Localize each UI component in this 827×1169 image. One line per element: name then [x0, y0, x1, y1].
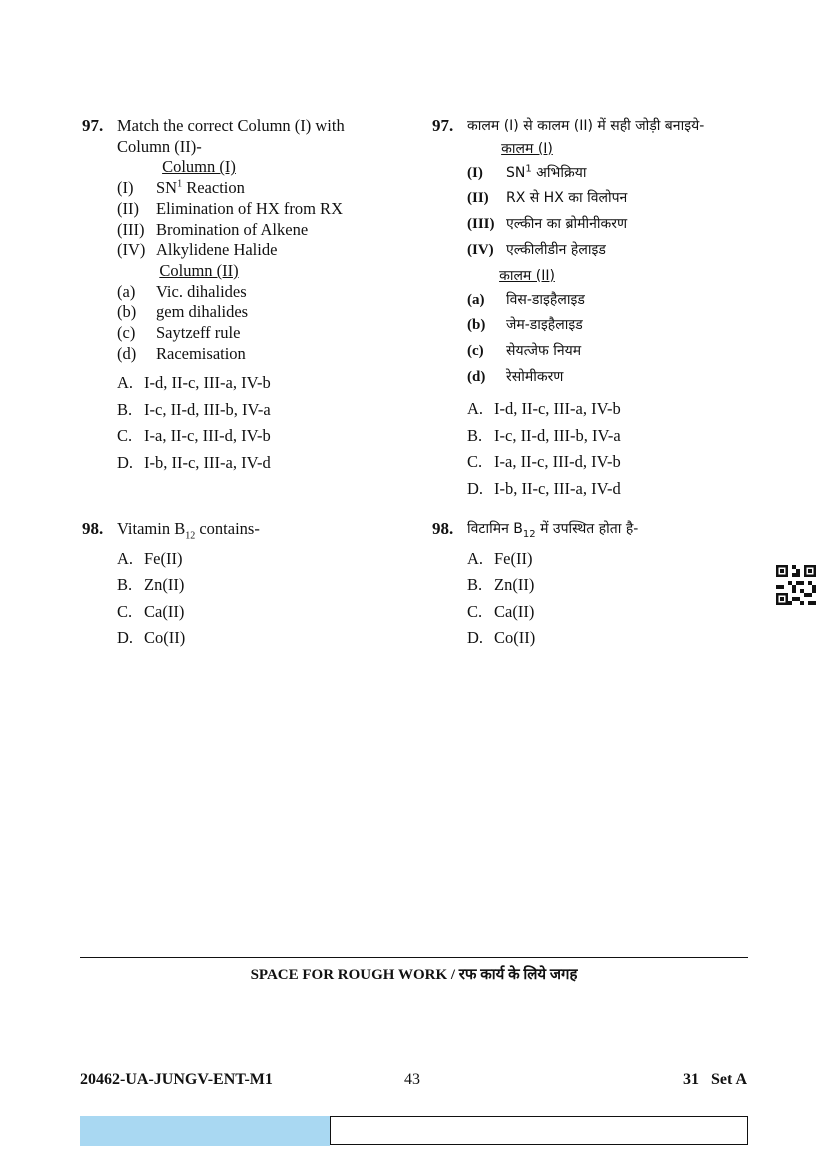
- option-a: A. I-d, II-c, III-a, IV-b: [117, 373, 271, 393]
- question-number: 97.: [82, 116, 104, 135]
- paper-code: 20462-UA-JUNGV-ENT-M1: [80, 1071, 273, 1088]
- question-stem: Vitamin $B_{12}$ contains-: [117, 519, 260, 542]
- option-a: A. Fe(II): [467, 548, 533, 568]
- option-d: D. I-b, II-c, III-a, IV-d: [117, 452, 271, 472]
- question-97-hi: [432, 116, 762, 502]
- question-stem: Column (II)-: [117, 136, 202, 156]
- page-number: 43: [404, 1071, 420, 1088]
- list-item: (IV) Alkylidene Halide: [117, 240, 278, 260]
- column-i-heading: Column (I): [162, 157, 236, 177]
- option-a: A. I-d, II-c, III-a, IV-b: [467, 399, 621, 419]
- question-number: 97.: [432, 116, 454, 135]
- column-i-heading: कालम (I): [501, 140, 553, 157]
- option-c: C. Ca(II): [117, 601, 185, 621]
- list-item: (III) एल्कीन का ब्रोमीनीकरण: [467, 216, 628, 233]
- list-item: (a) Vic. dihalides: [117, 281, 247, 301]
- column-ii-heading: कालम (II): [499, 267, 555, 284]
- option-b: B. I-c, II-d, III-b, IV-a: [117, 399, 271, 419]
- option-d: D. I-b, II-c, III-a, IV-d: [467, 478, 621, 498]
- option-d: D. Co(II): [467, 628, 536, 648]
- list-item: (d) रेसोमीकरण: [467, 368, 564, 385]
- set-label: 31 Set A: [683, 1071, 747, 1088]
- question-98-en: [82, 519, 402, 652]
- question-98-hi: [432, 519, 762, 652]
- list-item: (I) $SN^1$ अभिक्रिया: [467, 163, 587, 181]
- list-item: (c) सेयत्जेफ नियम: [467, 342, 582, 359]
- question-stem: कालम (I) से कालम (II) में सही जोड़ी बनाइये-: [467, 118, 705, 134]
- list-item: (II) RX से HX का विलोपन: [467, 190, 628, 207]
- option-a: A. Fe(II): [117, 548, 183, 568]
- list-item: (I) $SN^1$ Reaction: [117, 178, 245, 198]
- english-column: [82, 116, 402, 648]
- question-number: 98.: [82, 519, 104, 538]
- option-b: B. Zn(II): [117, 575, 185, 595]
- list-item: (c) Saytzeff rule: [117, 323, 241, 343]
- option-d: D. Co(II): [117, 628, 186, 648]
- option-c: C. I-a, II-c, III-d, IV-b: [467, 452, 621, 472]
- option-c: C. I-a, II-c, III-d, IV-b: [117, 426, 271, 446]
- footer-color-bar: [80, 1116, 330, 1146]
- rough-work-label: SPACE FOR ROUGH WORK / रफ कार्य के लिये जगह: [250, 967, 578, 983]
- footer-empty-box: [330, 1116, 748, 1145]
- list-item: (b) gem dihalides: [117, 302, 249, 322]
- question-stem: विटामिन $B_{12}$ में उपस्थित होता है-: [467, 521, 639, 540]
- question-stem: Match the correct Column (I) with: [117, 116, 345, 135]
- option-c: C. Ca(II): [467, 601, 535, 621]
- column-ii-heading: Column (II): [159, 260, 239, 280]
- hindi-column: [432, 116, 762, 648]
- list-item: (II) Elimination of HX from RX: [117, 198, 343, 218]
- divider: [80, 957, 748, 958]
- option-b: B. I-c, II-d, III-b, IV-a: [467, 425, 621, 445]
- list-item: (a) विस-डाइहैलाइड: [467, 291, 585, 308]
- list-item: (d) Racemisation: [117, 343, 246, 363]
- list-item: (b) जेम-डाइहैलाइड: [467, 317, 583, 334]
- question-number: 98.: [432, 519, 454, 538]
- option-b: B. Zn(II): [467, 575, 535, 595]
- list-item: (III) Bromination of Alkene: [117, 219, 309, 239]
- list-item: (IV) एल्कीलीडीन हेलाइड: [467, 241, 606, 258]
- qr-code-icon: [776, 565, 816, 605]
- question-97-en: [82, 116, 402, 476]
